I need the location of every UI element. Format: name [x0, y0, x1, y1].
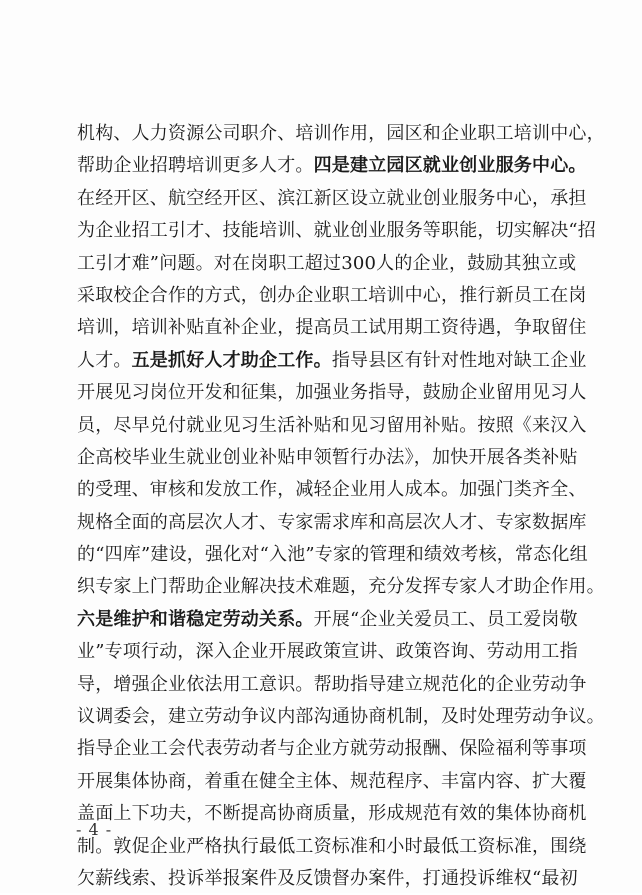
- text-segment: 机构、人力资源公司职介、培训作用，园区和企业职工培训中心，: [77, 123, 605, 144]
- text-line: [77, 312, 587, 344]
- text-segment: 帮助企业招聘培训更多人才。: [77, 155, 314, 177]
- text-segment: 开展集体协商，着重在健全主体、规范程序、丰富内容、扩大覆: [77, 770, 587, 792]
- text-segment: 的“四库”建设，强化对“入池”专家的管理和绩效考核，常态化组: [77, 544, 588, 566]
- text-line: [77, 474, 587, 506]
- bold-heading-phrase: 五是抓好人才助企工作。: [131, 349, 332, 371]
- text-segment: 指导县区有针对性地对缺工企业: [331, 349, 587, 371]
- text-segment: 业”专项行动，深入企业开展政策宣讲、政策咨询、劳动用工指: [77, 641, 578, 663]
- text-line: [77, 539, 588, 571]
- text-line: [77, 701, 605, 733]
- text-line: [77, 442, 578, 474]
- text-line: [77, 410, 587, 442]
- text-segment: 盖面上下功夫，不断提高协商质量，形成规范有效的集体协商机: [77, 803, 587, 825]
- text-segment: 人才。: [77, 349, 132, 371]
- text-line: [77, 118, 605, 150]
- text-segment: 议调委会，建立劳动争议内部沟通协商机制，及时处理劳动争议。: [77, 706, 605, 728]
- text-line: [77, 766, 587, 798]
- text-line: [77, 248, 577, 280]
- text-line: [77, 733, 587, 765]
- text-line: [77, 345, 587, 377]
- text-line: [77, 863, 578, 895]
- text-line: [77, 571, 605, 603]
- text-line: [77, 280, 587, 312]
- text-segment: 开展见习岗位开发和征集，加强业务指导，鼓励企业留用见习人: [77, 382, 587, 404]
- text-segment: 采取校企合作的方式，创办企业职工培训中心，推行新员工在岗: [77, 284, 587, 306]
- text-segment: 导，增强企业依法用工意识。帮助指导建立规范化的企业劳动争: [77, 673, 587, 695]
- text-segment: 培训，培训补贴直补企业，提高员工试用期工资待遇，争取留住: [77, 317, 587, 339]
- text-segment: 的受理、审核和发放工作，减轻企业用人成本。加强门类齐全、: [77, 479, 587, 501]
- text-line: [77, 636, 578, 668]
- text-segment: 制。敦促企业严格执行最低工资标准和小时最低工资标准，围绕: [77, 835, 587, 857]
- text-line: [77, 507, 587, 539]
- text-segment: 规格全面的高层次人才、专家需求库和高层次人才、专家数据库: [77, 511, 587, 533]
- bold-heading-phrase: 四是建立园区就业创业服务中心。: [313, 155, 587, 177]
- text-line: [77, 215, 596, 247]
- text-segment: 指导企业工会代表劳动者与企业方就劳动报酬、保险福利等事项: [77, 738, 587, 760]
- text-line: [77, 377, 587, 409]
- text-segment: 工引才难”问题。对在岗职工超过300人的企业，鼓励其独立或: [77, 252, 577, 274]
- text-line: [77, 604, 578, 636]
- text-segment: 在经开区、航空经开区、滨江新区设立就业创业服务中心，承担: [77, 187, 587, 209]
- text-segment: 欠薪线索、投诉举报案件及反馈督办案件，打通投诉维权“最初: [77, 867, 578, 889]
- text-segment: 员，尽早兑付就业见习生活补贴和见习留用补贴。按照《来汉入: [77, 414, 587, 436]
- text-segment: 开展“企业关爱员工、员工爱岗敬: [313, 608, 578, 630]
- text-line: [77, 150, 587, 182]
- text-segment: 织专家上门帮助企业解决技术难题，充分发挥专家人才助企作用。: [77, 576, 605, 598]
- text-line: [77, 669, 587, 701]
- page-number: - 4 -: [76, 820, 113, 839]
- bold-heading-phrase: 六是维护和谐稳定劳动关系。: [77, 608, 314, 630]
- document-body: [77, 118, 605, 895]
- text-line: [77, 183, 587, 215]
- text-segment: 为企业招工引才、技能培训、就业创业服务等职能，切实解决“招: [77, 220, 596, 242]
- text-segment: 企高校毕业生就业创业补贴申领暂行办法》，加快开展各类补贴: [77, 446, 578, 468]
